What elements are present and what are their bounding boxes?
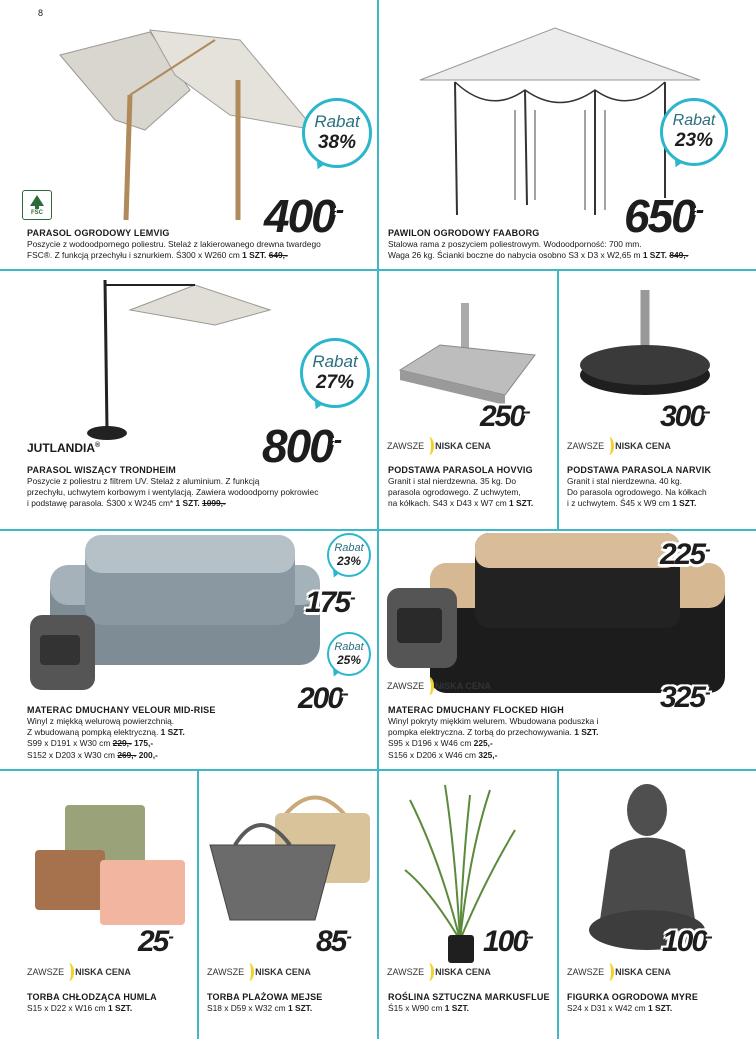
product-description: Stalowa rama z poszyciem poliestrowym. Wodoodporność: 700 mm. Waga 26 kg. Ścianki boczne do nabycia osobno S3 x D3 x W2,65 m 1 SZT. 849,- xyxy=(388,239,689,261)
product-title: PARASOL OGRODOWY LEMVIG xyxy=(27,228,170,238)
product-description: S15 x D22 x W16 cm 1 SZT. xyxy=(27,1003,133,1013)
divider xyxy=(557,270,559,530)
fsc-logo: FSC xyxy=(22,190,52,220)
product-description: Winyl z miękką welurową powierzchnią. Z wbudowaną pompką elektryczną. 1 SZT. S99 x D191 x W30 cm 229,- 175,- S152 x D203 x W30 cm 269,- 200,- xyxy=(27,716,185,760)
price: 175- xyxy=(305,586,354,619)
product-description: Ś15 x W90 cm 1 SZT. xyxy=(388,1003,469,1013)
price: 85- xyxy=(316,925,350,958)
price: 200- xyxy=(298,682,347,715)
product-title: FIGURKA OGRODOWA MYRE xyxy=(567,992,699,1002)
beach-bag-mejse-image xyxy=(205,785,375,930)
price: 300- xyxy=(660,400,709,433)
product-title: TORBA CHŁODZĄCA HUMLA xyxy=(27,992,157,1002)
product-title: TORBA PLAŻOWA MEJSE xyxy=(207,992,323,1002)
product-description: Poszycie z poliestru z filtrem UV. Stelaż z aluminium. Z funkcją przechyłu, uchwytem korbowym i wentylacją. Zawiera wodoodporny pokrowiec i podstawę parasola. Ś300 x W245 cm* 1 SZT. 1099,- xyxy=(27,476,319,509)
price: 325- xyxy=(660,681,709,714)
product-title: MATERAC DMUCHANY VELOUR MID-RISE xyxy=(27,705,216,715)
always-low-price-logo: ZAWSZE NISKA CENA xyxy=(387,437,491,455)
price: 400- xyxy=(264,190,343,242)
divider xyxy=(377,0,379,270)
discount-badge: Rabat 25% xyxy=(327,632,371,676)
product-description: Poszycie z wodoodpornego poliestru. Stelaż z lakierowanego drewna twardego FSC®. Z funkcją przechyłu i sznurkiem. Ś300 x W260 cm 1 SZT. 649,- xyxy=(27,239,321,261)
product-description: Granit i stal nierdzewna. 40 kg. Do parasola ogrodowego. Na kółkach i z uchwytem. Ś45 x W9 cm 1 SZT. xyxy=(567,476,707,509)
product-title: MATERAC DMUCHANY FLOCKED HIGH xyxy=(388,705,564,715)
price: 25- xyxy=(138,925,172,958)
always-low-price-logo: ZAWSZE NISKA CENA xyxy=(387,677,491,695)
product-description: Winyl pokryty miękkim welurem. Wbudowana poduszka i pompka elektryczna. Z torbą do przechowywania. 1 SZT. S95 x D196 x W46 cm 225,- S156 x D206 x W46 cm 325,- xyxy=(388,716,599,760)
page-number: 8 xyxy=(38,8,44,18)
product-title: PAWILON OGRODOWY FAABORG xyxy=(388,228,540,238)
product-title: PODSTAWA PARASOLA HOVVIG xyxy=(388,465,533,475)
price: 650- xyxy=(624,190,703,242)
divider xyxy=(557,770,559,1039)
price: 250- xyxy=(480,400,529,433)
divider xyxy=(377,770,379,1039)
parasol-trondheim-image xyxy=(75,275,285,445)
discount-badge: Rabat 23% xyxy=(327,533,371,577)
always-low-price-logo: ZAWSZE NISKA CENA xyxy=(567,437,671,455)
always-low-price-logo: ZAWSZE NISKA CENA xyxy=(387,963,491,981)
umbrella-base-hovvig-image xyxy=(395,295,545,415)
discount-badge: Rabat 27% xyxy=(300,338,370,408)
product-title: ROŚLINA SZTUCZNA MARKUSFLUE xyxy=(388,992,550,1002)
discount-badge: Rabat 38% xyxy=(302,98,372,168)
brand-logo: JUTLANDIA® xyxy=(27,441,101,455)
product-description: Granit i stal nierdzewna. 35 kg. Do parasola ogrodowego. Z uchwytem, na kółkach. S43 x D43 x W7 cm 1 SZT. xyxy=(388,476,534,509)
tree-icon xyxy=(28,194,46,210)
product-description: S24 x D31 x W42 cm 1 SZT. xyxy=(567,1003,673,1013)
divider xyxy=(377,530,379,770)
air-mattress-velour-image xyxy=(25,535,345,705)
price: 100- xyxy=(662,925,711,958)
cooler-bag-humla-image xyxy=(30,795,190,935)
always-low-price-logo: ZAWSZE NISKA CENA xyxy=(27,963,131,981)
product-title: PARASOL WISZĄCY TRONDHEIM xyxy=(27,465,177,475)
price: 225- xyxy=(660,538,709,571)
discount-badge: Rabat 23% xyxy=(660,98,728,166)
always-low-price-logo: ZAWSZE NISKA CENA xyxy=(207,963,311,981)
product-description: S18 x D59 x W32 cm 1 SZT. xyxy=(207,1003,313,1013)
price: 800- xyxy=(262,420,341,472)
always-low-price-logo: ZAWSZE NISKA CENA xyxy=(567,963,671,981)
umbrella-base-narvik-image xyxy=(575,285,725,410)
price: 100- xyxy=(483,925,532,958)
divider xyxy=(197,770,199,1039)
divider xyxy=(377,270,379,530)
product-title: PODSTAWA PARASOLA NARVIK xyxy=(567,465,712,475)
